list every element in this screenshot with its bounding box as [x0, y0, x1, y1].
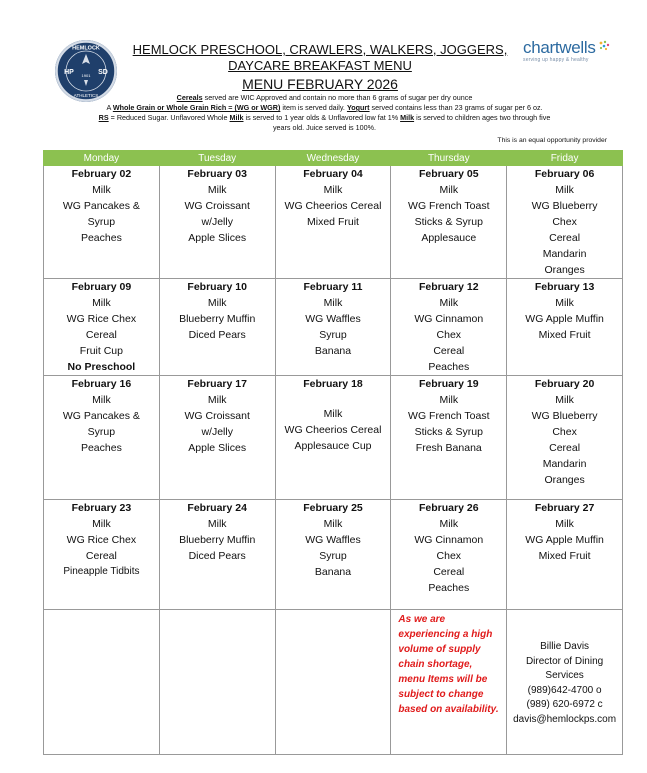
chartwells-brand [523, 38, 603, 78]
menu-item: Cereal [85, 550, 117, 562]
menu-item: WG Cheerios Cereal [284, 200, 382, 212]
menu-item: WG Apple Muffin [525, 313, 604, 325]
day-date: February 16 [71, 378, 132, 390]
menu-item: Milk [439, 184, 459, 196]
brand-dots-icon [598, 40, 610, 52]
menu-item: Banana [314, 566, 352, 578]
menu-item: Applesauce Cup [294, 440, 372, 452]
note-juice-text: years old. Juice served is 100%. [272, 123, 377, 132]
day-cell [159, 376, 275, 500]
menu-item: Milk [207, 394, 227, 406]
week-row [44, 376, 623, 500]
contact-info [509, 610, 620, 727]
menu-title-month: MENU FEBRUARY 2026 [242, 76, 398, 92]
day-date: February 11 [303, 281, 363, 293]
day-header-monday: Monday [44, 151, 160, 166]
note-rs-term: RS [98, 113, 109, 122]
note-milk [62, 113, 587, 133]
logo-top-text: HEMLOCK [72, 45, 100, 52]
menu-item: Mandarin [542, 458, 587, 470]
day-cell [44, 376, 160, 500]
menu-item: Milk [555, 394, 574, 406]
menu-item: Milk [92, 518, 111, 530]
day-date: February 10 [187, 281, 247, 293]
contact-name: Billie Davis [540, 641, 590, 652]
menu-item: Applesauce [421, 232, 477, 244]
note-yogurt-term: Yogurt [346, 103, 370, 112]
day-header-thursday: Thursday [391, 151, 507, 166]
note-rs-text: = Reduced Sugar. Unflavored Whole [108, 113, 230, 122]
note-yogurt-text: served contains less than 23 grams of sugar per 6 oz. [369, 103, 543, 112]
footer-row [44, 610, 623, 755]
equal-opportunity-statement: This is an equal opportunity provider [497, 137, 607, 144]
note-milk-term-2: Milk [400, 113, 415, 122]
menu-item: w/Jelly [201, 426, 233, 438]
menu-item: Mixed Fruit [538, 329, 591, 341]
menu-item: WG French Toast [408, 410, 490, 422]
menu-item: WG Pancakes & [62, 410, 140, 422]
menu-table [43, 150, 623, 755]
day-date: February 04 [303, 168, 363, 180]
logo-right-text: SD [98, 69, 108, 76]
empty-cell [159, 610, 275, 755]
menu-item: Milk [439, 518, 459, 530]
week-row [44, 166, 623, 279]
day-date: February 03 [187, 168, 247, 180]
note-cereals [62, 93, 587, 103]
menu-item: WG Rice Chex [66, 534, 137, 546]
menu-item: WG Cinnamon [414, 313, 484, 325]
menu-item: Milk [92, 297, 111, 309]
day-date: February 19 [419, 378, 479, 390]
note-whole-grain [62, 103, 587, 113]
menu-item: Milk [555, 184, 574, 196]
menu-item: Mixed Fruit [307, 216, 359, 228]
day-cell [507, 500, 623, 610]
menu-item: WG Blueberry [531, 200, 598, 212]
menu-item: Milk [207, 518, 227, 530]
menu-item: Milk [555, 518, 574, 530]
menu-item: Blueberry Muffin [179, 534, 256, 546]
menu-item: Diced Pears [188, 550, 246, 562]
contact-cell-phone: (989) 620-6972 c [526, 699, 603, 710]
day-date: February 23 [71, 502, 132, 514]
contact-email[interactable]: davis@hemlockps.com [513, 713, 617, 725]
contact-office-phone: (989)642-4700 o [527, 684, 602, 696]
brand-name: chartwells [523, 38, 596, 57]
menu-item: Milk [323, 297, 343, 309]
menu-item: Mixed Fruit [538, 550, 591, 562]
menu-item: Mandarin [542, 248, 587, 260]
day-cell [159, 500, 275, 610]
menu-item: Syrup [87, 216, 116, 228]
note-milk-text-1: is served to 1 year olds & Unflavored low fat 1% [243, 113, 401, 122]
brand-tagline: serving up happy & healthy [523, 57, 589, 63]
empty-cell [44, 610, 160, 755]
logo-bottom-text: ATHLETICS [73, 93, 99, 98]
menu-item: WG Waffles [305, 534, 361, 546]
menu-item: WG Croissant [184, 410, 250, 422]
week-row [44, 279, 623, 376]
menu-item: Syrup [87, 426, 116, 438]
day-date: February 18 [303, 378, 363, 390]
menu-item: Milk [92, 394, 111, 406]
menu-item: Cereal [549, 232, 581, 244]
day-date: February 24 [187, 502, 247, 514]
logo-year-text: 1901 [81, 73, 91, 78]
day-header-friday: Friday [507, 151, 623, 166]
menu-item: Sticks & Syrup [414, 426, 483, 438]
menu-item: WG Pancakes & [62, 200, 140, 212]
day-date: February 13 [534, 281, 595, 293]
menu-item: Milk [323, 408, 343, 420]
day-date: February 17 [187, 378, 247, 390]
day-cell [44, 279, 160, 376]
menu-item: Fresh Banana [415, 442, 482, 454]
menu-item: Syrup [319, 550, 347, 562]
menu-item: Oranges [544, 264, 585, 276]
menu-item: Milk [92, 184, 111, 196]
menu-item: Banana [314, 345, 352, 357]
day-cell [44, 500, 160, 610]
day-date: February 20 [534, 378, 595, 390]
day-date: February 27 [534, 502, 595, 514]
menu-item: Milk [439, 297, 459, 309]
note-milk-text-2: is served to children ages two through five [414, 113, 551, 122]
day-date: February 26 [419, 502, 479, 514]
menu-item: Apple Slices [188, 442, 247, 454]
menu-item: Blueberry Muffin [179, 313, 256, 325]
contact-title: Director of Dining Services [525, 655, 604, 681]
day-date: February 25 [303, 502, 363, 514]
menu-item: Diced Pears [188, 329, 246, 341]
menu-item: WG Cheerios Cereal [284, 424, 382, 436]
menu-item: WG French Toast [408, 200, 490, 212]
menu-item: Chex [436, 550, 462, 562]
day-date: February 05 [419, 168, 479, 180]
menu-item: Peaches [428, 361, 470, 373]
menu-item: WG Rice Chex [66, 313, 137, 325]
day-cell [507, 279, 623, 376]
menu-item: WG Cinnamon [414, 534, 484, 546]
day-cell [275, 500, 391, 610]
menu-item: Peaches [80, 232, 122, 244]
empty-cell [275, 610, 391, 755]
menu-item: WG Apple Muffin [525, 534, 604, 546]
menu-item: Peaches [80, 442, 122, 454]
day-date: February 02 [71, 168, 132, 180]
menu-item: Chex [552, 216, 577, 228]
menu-item: WG Croissant [184, 200, 250, 212]
menu-item: Milk [439, 394, 459, 406]
menu-item: Chex [552, 426, 577, 438]
menu-item: Peaches [428, 582, 470, 594]
day-header-tuesday: Tuesday [159, 151, 275, 166]
day-cell [159, 166, 275, 279]
menu-item: Milk [207, 297, 227, 309]
contact-cell [507, 610, 623, 755]
day-cell [391, 166, 507, 279]
menu-item: Cereal [433, 345, 465, 357]
no-preschool-note: No Preschool [67, 361, 136, 373]
day-cell [391, 376, 507, 500]
day-cell [159, 279, 275, 376]
supply-chain-notice: As we are experiencing a high volume of supply chain shortage, menu Items will be subject to change based on availability. [398, 614, 499, 715]
menu-item: Milk [323, 184, 343, 196]
menu-item: WG Waffles [305, 313, 361, 325]
supply-notice-cell [391, 610, 507, 755]
note-wg-term: Whole Grain or Whole Grain Rich = (WG or WGR) [112, 103, 281, 112]
menu-item: Syrup [319, 329, 347, 341]
menu-item: Fruit Cup [79, 345, 123, 357]
day-date: February 12 [419, 281, 479, 293]
day-cell [391, 500, 507, 610]
menu-item: Apple Slices [188, 232, 247, 244]
day-date: February 09 [71, 281, 132, 293]
day-cell [275, 166, 391, 279]
menu-item: Cereal [85, 329, 117, 341]
menu-item: WG Blueberry [531, 410, 598, 422]
day-cell [275, 279, 391, 376]
menu-item: Milk [555, 297, 574, 309]
note-wg-prefix: A [106, 103, 113, 112]
menu-title-line2: DAYCARE BREAKFAST MENU [228, 58, 412, 73]
menu-title-line1: HEMLOCK PRESCHOOL, CRAWLERS, WALKERS, JOGGERS, [132, 42, 508, 57]
menu-item: Milk [323, 518, 343, 530]
day-cell [507, 166, 623, 279]
day-date: February 06 [534, 168, 595, 180]
menu-item: Sticks & Syrup [414, 216, 483, 228]
menu-item: Cereal [433, 566, 465, 578]
note-cereals-term: Cereals [176, 93, 203, 102]
day-header-wednesday: Wednesday [275, 151, 391, 166]
menu-item: Milk [207, 184, 227, 196]
menu-item: Oranges [544, 474, 585, 486]
logo-left-text: HP [64, 69, 74, 76]
menu-item: w/Jelly [201, 216, 233, 228]
menu-item: Pineapple Tidbits [63, 566, 140, 577]
day-cell [391, 279, 507, 376]
menu-item: Cereal [549, 442, 581, 454]
menu-item: Chex [436, 329, 462, 341]
day-header-row [44, 151, 623, 166]
week-row [44, 500, 623, 610]
day-cell [44, 166, 160, 279]
day-cell [507, 376, 623, 500]
note-cereals-text: served are WIC Approved and contain no more than 6 grams of sugar per dry ounce [202, 93, 473, 102]
note-milk-term-1: Milk [229, 113, 244, 122]
note-wg-text: item is served daily. [280, 103, 347, 112]
day-cell [275, 376, 391, 500]
